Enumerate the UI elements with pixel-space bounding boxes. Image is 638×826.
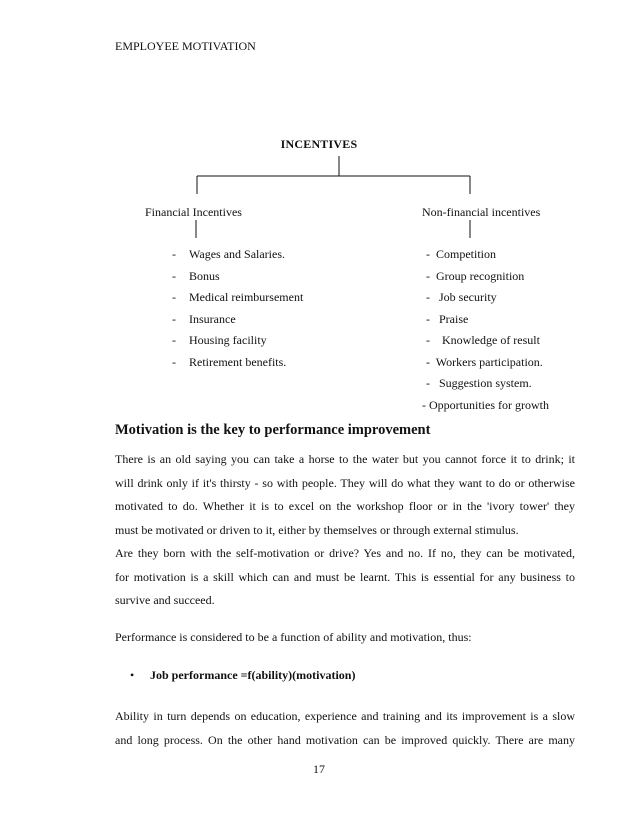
list-item: - Opportunities for growth [422,397,549,412]
financial-incentives-label: Financial Incentives [145,205,242,219]
list-item: - Group recognition [426,268,525,283]
formula-text: Job performance =f(ability)(motivation) [150,668,356,682]
text-line: There is an old saying you can take a horse to the water but you cannot force it to drink; it [115,452,575,466]
text-line: and long process. On the other hand motivation can be improved quickly. There are many [115,732,575,747]
text-line: for motivation is a skill which can and must be learnt. This is essential for any business to [115,569,575,584]
list-item: - Suggestion system. [426,376,532,390]
text-line: must be motivated or driven to it, either by themselves or through external stimulus. [115,522,519,537]
text-line: survive and succeed. [115,593,215,607]
running-header: EMPLOYEE MOTIVATION [115,39,256,53]
list-item: - Knowledge of result [426,333,540,347]
paragraph-4 [115,705,575,752]
nonfinancial-incentives-list [422,244,549,416]
paragraph-1 [115,448,575,542]
text-line: Performance is considered to be a function of ability and motivation, thus: [115,630,472,644]
financial-incentives-list [172,244,303,373]
paragraph-2 [115,542,575,613]
text-line: Are they born with the self-motivation or drive? Yes and no. If no, they can be motivated, [115,546,575,560]
section-heading: Motivation is the key to performance improvement [115,422,431,438]
list-item: - Competition [426,247,496,261]
list-item: - Job security [426,290,497,304]
list-item: - Housing facility [172,333,267,347]
nonfinancial-incentives-label: Non-financial incentives [422,205,541,219]
text-line: will drink only if it's thirsty - so with people. They will do what they want to do or otherwise [115,475,575,490]
diagram-root-label: INCENTIVES [280,137,358,151]
list-item: - Insurance [172,311,236,326]
list-item: - Retirement benefits. [172,354,287,369]
page-number: 17 [313,762,325,776]
paragraph-3 [115,626,575,650]
bullet-icon: • [130,668,135,682]
text-line: motivated to do. Whether it is to excel on the workshop floor or in the 'ivory tower' they [115,499,575,513]
list-item: - Praise [426,311,469,326]
formula-bullet [130,668,355,683]
list-item: - Medical reimbursement [172,290,304,304]
text-line: Ability in turn depends on education, experience and training and its improvement is a slow [115,709,575,723]
list-item: - Wages and Salaries. [172,247,285,261]
list-item: - Bonus [172,268,220,283]
list-item: - Workers participation. [426,354,543,369]
